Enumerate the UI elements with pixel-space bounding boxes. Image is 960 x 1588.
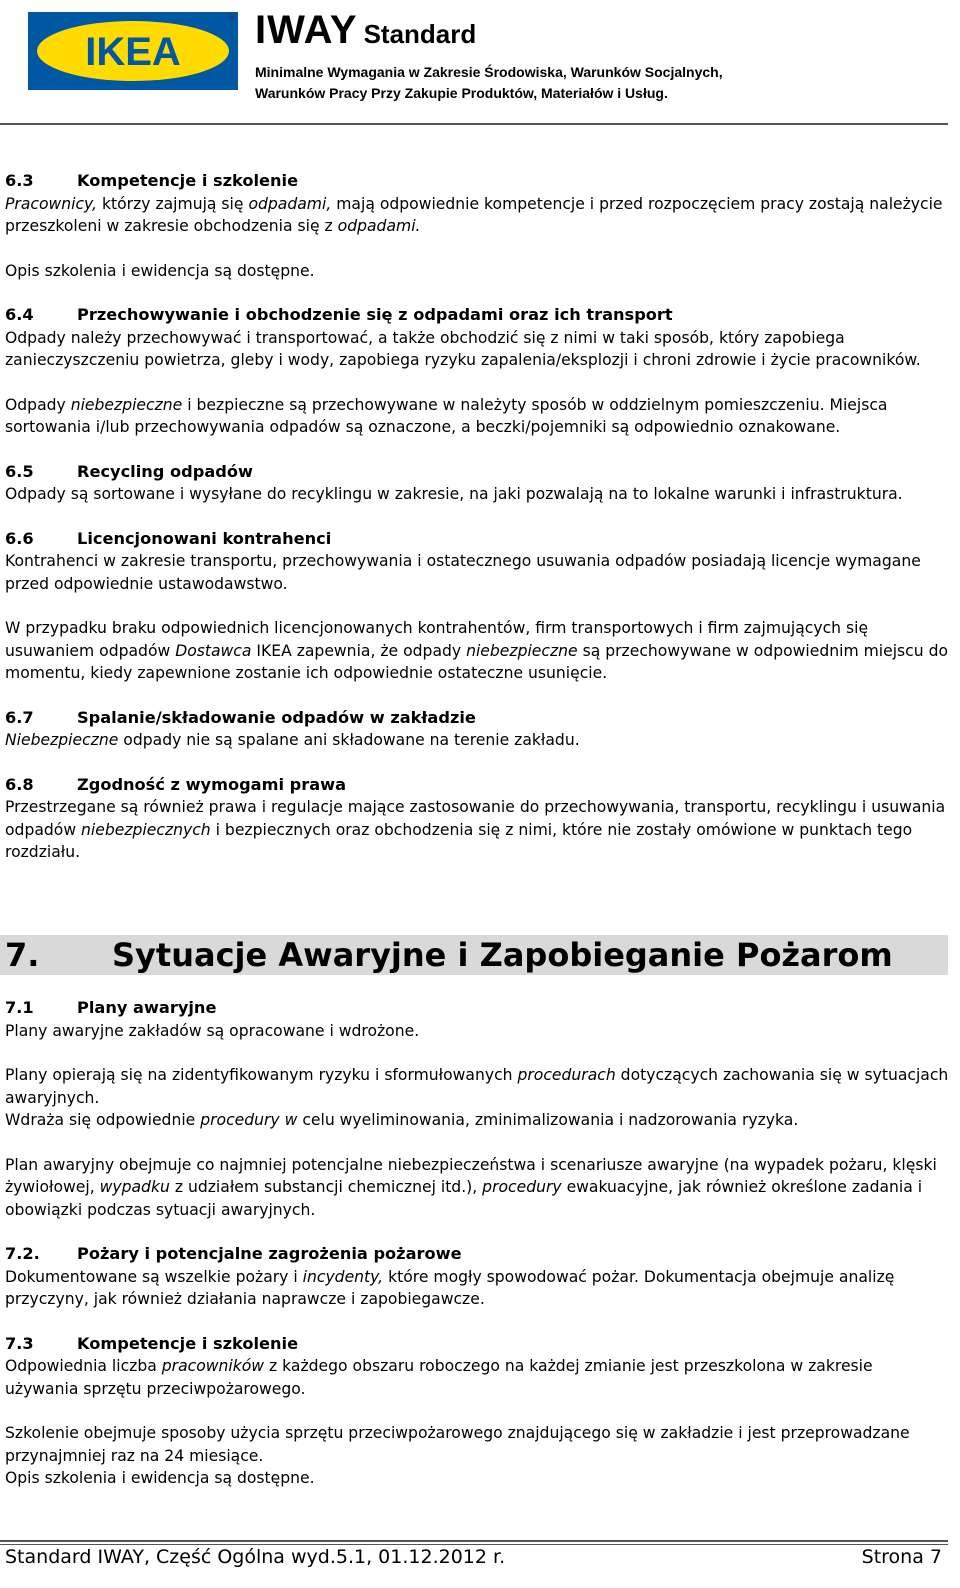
text-run: mają odpowiednie kompetencje i przed rozpoczęciem pracy zostają należycie przeszkoleni w zakresie obchodzenia się z (5, 194, 943, 235)
heading-number: 6.7 (5, 707, 34, 727)
text-run: dotyczących zachowania się w sytuacjach awaryjnych. (5, 1066, 949, 1107)
heading-7-1 (5, 997, 950, 1020)
text-run: ewakuacyjne, jak również określone zadania i obowiązki podczas sytuacji awaryjnych. (5, 1178, 923, 1219)
italic-term: pracowników (161, 1357, 265, 1375)
italic-term: odpadami. (337, 217, 421, 235)
brand-title (255, 8, 476, 53)
heading-6-6 (5, 528, 950, 551)
heading-number: 7.3 (5, 1333, 34, 1353)
text-run: które mogły spowodować pożar. Dokumentacja obejmuje analizę przyczyny, jak również działania naprawcze i zapobiegawcze. (5, 1267, 895, 1308)
footer-page-number: Strona 7 (861, 1546, 942, 1568)
paragraph (5, 193, 950, 238)
heading-number: 6.5 (5, 461, 34, 481)
heading-6-4 (5, 304, 950, 327)
footer-divider (0, 1540, 948, 1545)
heading-6-5 (5, 461, 950, 484)
text-run: Przestrzegane są również prawa i regulacje mające zastosowanie do przechowywania, transportu, recyklingu i usuwania odpadów (5, 798, 946, 839)
italic-term: Niebezpieczne (5, 731, 119, 749)
heading-6-3 (5, 170, 950, 193)
italic-term: odpadami, (248, 194, 332, 213)
heading-title: Licencjonowani kontrahenci (77, 528, 332, 548)
heading-title: Przechowywanie i obchodzenie się z odpadami oraz ich transport (77, 305, 673, 324)
header-subtitle-1: Minimalne Wymagania w Zakresie Środowiska, Warunków Socjalnych, (255, 64, 723, 80)
heading-title: Recycling odpadów (77, 461, 253, 481)
italic-term: procedury w (200, 1111, 298, 1129)
paragraph (5, 729, 950, 752)
paragraph (5, 796, 950, 864)
heading-number: 6.3 (5, 171, 34, 190)
italic-term: niebezpiecznych (81, 820, 211, 839)
page-header (0, 0, 960, 128)
chapter-title: Sytuacje Awaryjne i Zapobieganie Pożarom (112, 936, 893, 974)
heading-title: Plany awaryjne (77, 998, 217, 1017)
paragraph (5, 1154, 950, 1222)
text-run: z udziałem substancji chemicznej itd.), (169, 1178, 483, 1196)
heading-6-8 (5, 774, 950, 797)
paragraph (5, 617, 950, 685)
registered-mark: ® (226, 10, 237, 23)
text-run: z każdego obszaru roboczego na każdej zmianie jest przeszkolona w zakresie używania sprzętu przeciwpożarowego. (5, 1357, 873, 1398)
text-run: IKEA zapewnia, że odpady (251, 641, 467, 660)
paragraph: Opis szkolenia i ewidencja są dostępne. (5, 261, 315, 280)
heading-title: Kompetencje i szkolenie (77, 171, 299, 190)
text-run: Odpady (5, 395, 71, 414)
text-run: Wdraża się odpowiednie (5, 1111, 201, 1129)
text-run: i bezpiecznych oraz obchodzenia się z nimi, które nie zostały omówione w punktach tego rozdziału. (5, 820, 913, 861)
italic-term: Pracownicy, (5, 194, 98, 213)
text-run: Dokumentowane są wszelkie pożary i (5, 1267, 303, 1286)
paragraph: Odpady są sortowane i wysyłane do recyklingu w zakresie, na jaki pozwalają na to lokalne warunki i infrastruktura. (5, 485, 903, 503)
italic-term: incydenty, (302, 1267, 384, 1286)
text-run: i bezpieczne są przechowywane w należyty sposób w oddzielnym pomieszczeniu. Miejsca sortowania i/lub przechowywania odpadów są oznaczone, a beczki/pojemniki są odpowiednio oznakowane. (5, 395, 888, 436)
footer-document-info: Standard IWAY, Część Ogólna wyd.5.1, 01.12.2012 r. (5, 1546, 506, 1568)
brand-main: IWAY (255, 8, 358, 52)
paragraph: Odpady należy przechowywać i transportować, a także obchodzić się z nimi w taki sposób, który zapobiega zanieczyszczeniu powietrza, gleby i wody, zapobiega ryzyku zapalenia/eksplozji i chroni zdrowie i życie pracowników. (5, 328, 921, 369)
text-run: Plany opierają się na zidentyfikowanym ryzyku i sformułowanych (5, 1066, 518, 1084)
heading-number: 6.6 (5, 528, 34, 548)
text-run: celu wyeliminowania, zminimalizowania i nadzorowania ryzyka. (297, 1111, 799, 1129)
heading-title: Spalanie/składowanie odpadów w zakładzie (77, 707, 476, 727)
header-subtitle-2: Warunków Pracy Przy Zakupie Produktów, Materiałów i Usług. (255, 85, 668, 101)
heading-title: Kompetencje i szkolenie (77, 1333, 299, 1353)
heading-title: Pożary i potencjalne zagrożenia pożarowe (77, 1244, 462, 1263)
italic-term: wypadku (99, 1178, 170, 1196)
logo-text: IKEA (85, 30, 181, 74)
italic-term: Dostawca (175, 641, 252, 660)
text-run: Plan awaryjny obejmuje co najmniej potencjalne niebezpieczeństwa i scenariusze awaryjne (na wypadek pożaru, klęski żywiołowej, (5, 1155, 937, 1196)
heading-number: 7.2. (5, 1244, 40, 1263)
paragraph (5, 1109, 950, 1132)
text-run: W przypadku braku odpowiednich licencjonowanych kontrahentów, firm transportowych i firm zajmujących się usuwaniem odpadów (5, 619, 869, 660)
paragraph: Opis szkolenia i ewidencja są dostępne. (5, 1469, 315, 1487)
italic-term: niebezpieczne (70, 395, 183, 414)
italic-term: procedurach (517, 1066, 616, 1084)
chapter-number: 7. (5, 936, 40, 974)
paragraph: Plany awaryjne zakładów są opracowane i wdrożone. (5, 1021, 420, 1040)
chapter-heading-7 (0, 935, 948, 975)
text-run: którzy zajmują się (97, 194, 249, 213)
text-run: Odpowiednia liczba (5, 1357, 162, 1375)
text-run: odpady nie są spalane ani składowane na terenie zakładu. (118, 731, 580, 749)
document-body-7 (5, 997, 950, 1490)
heading-6-7 (5, 707, 950, 730)
text-run: są przechowywane w odpowiednim miejscu do momentu, kiedy zapewnione zostanie ich odpowiednie ostateczne usunięcie. (5, 641, 949, 682)
heading-7-3 (5, 1333, 950, 1356)
paragraph: Kontrahenci w zakresie transportu, przechowywania i ostatecznego usuwania odpadów posiadają licencje wymagane przed odpowiednie ustawodawstwo. (5, 552, 921, 593)
heading-number: 6.8 (5, 774, 34, 794)
ikea-logo (28, 12, 238, 90)
italic-term: niebezpieczne (466, 641, 578, 660)
heading-number: 6.4 (5, 305, 34, 324)
paragraph (5, 1355, 950, 1400)
paragraph (5, 1064, 950, 1109)
italic-term: procedury (482, 1178, 562, 1196)
document-body (5, 170, 950, 864)
header-divider (0, 123, 948, 125)
heading-7-2 (5, 1243, 950, 1266)
paragraph (5, 394, 950, 439)
paragraph (5, 1266, 950, 1311)
heading-number: 7.1 (5, 998, 34, 1017)
paragraph: Szkolenie obejmuje sposoby użycia sprzętu przeciwpożarowego znajdującego się w zakładzie i jest przeprowadzane przynajmniej raz na 24 miesiące. (5, 1424, 910, 1465)
brand-sub: Standard (363, 19, 477, 49)
heading-title: Zgodność z wymogami prawa (77, 774, 347, 794)
